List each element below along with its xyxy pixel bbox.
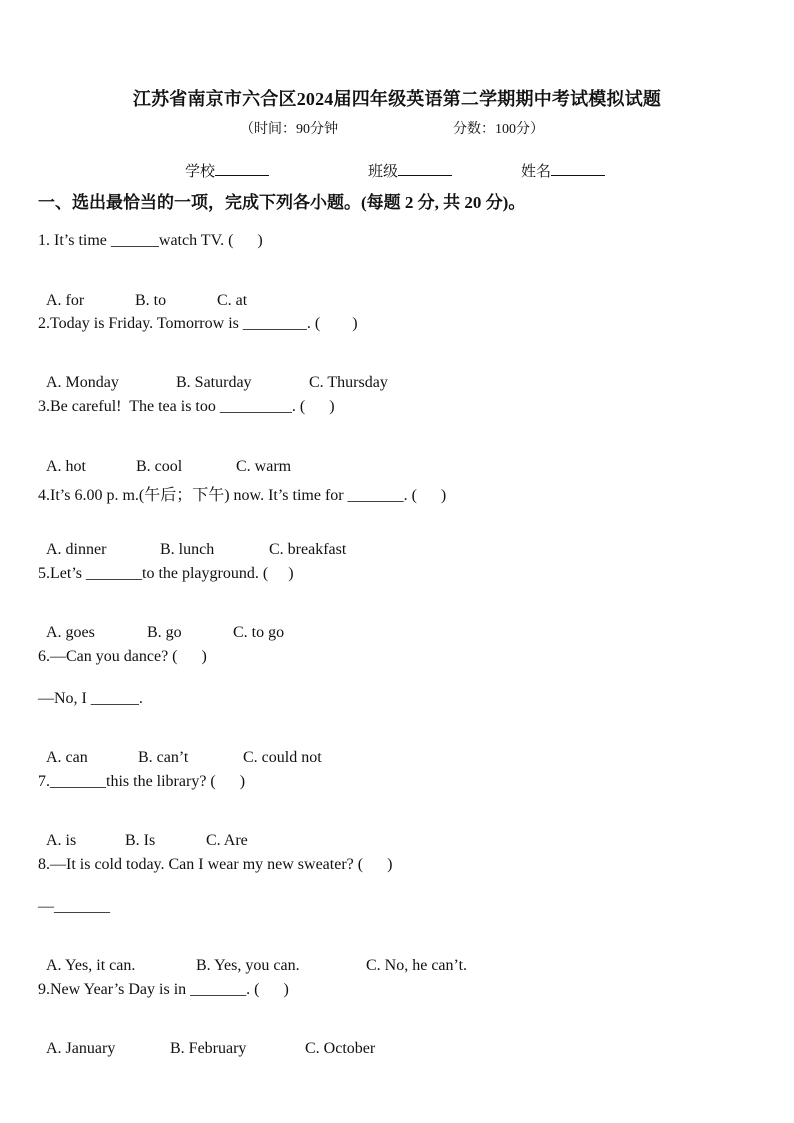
exam-time: （时间：90分钟	[240, 122, 338, 137]
question-5-stem: 5.Let’s _______to the playground. ( )	[38, 565, 294, 582]
q6-option-a[interactable]: A. can	[46, 749, 88, 766]
section-title: 一、选出最恰当的一项，完成下列各小题。(每题 2 分, 共 20 分)。	[38, 193, 526, 212]
q3-option-c[interactable]: C. warm	[236, 458, 292, 475]
class-field	[368, 160, 452, 181]
q7-option-a[interactable]: A. is	[46, 832, 77, 849]
question-3-options	[38, 440, 291, 476]
name-field	[521, 160, 605, 181]
question-9-stem: 9.New Year’s Day is in _______. ( )	[38, 981, 289, 998]
question-1-stem: 1. It’s time ______watch TV. ( )	[38, 232, 263, 249]
question-3-stem: 3.Be careful! The tea is too _________. ( )	[38, 398, 335, 415]
question-9-options	[38, 1022, 375, 1058]
question-6-sub: —No, I ______.	[38, 690, 143, 707]
q3-option-b[interactable]: B. cool	[136, 458, 183, 475]
q6-option-c[interactable]: C. could not	[243, 749, 322, 766]
question-7-options	[38, 814, 248, 850]
class-blank[interactable]	[398, 161, 452, 176]
q9-option-b[interactable]: B. February	[170, 1040, 247, 1057]
exam-title: 江苏省南京市六合区2024届四年级英语第二学期期中考试模拟试题	[132, 89, 662, 109]
q8-option-a[interactable]: A. Yes, it can.	[46, 957, 136, 974]
q1-option-c[interactable]: C. at	[217, 292, 248, 309]
q5-option-a[interactable]: A. goes	[46, 624, 95, 641]
question-7-stem: 7._______this the library? ( )	[38, 773, 246, 790]
exam-score: 分数：100分）	[453, 122, 544, 137]
q9-option-c[interactable]: C. October	[305, 1040, 376, 1057]
name-blank[interactable]	[551, 161, 605, 176]
q1-option-a[interactable]: A. for	[46, 292, 85, 309]
question-6-options	[38, 731, 322, 767]
school-blank[interactable]	[215, 161, 269, 176]
question-6-stem: 6.—Can you dance? ( )	[38, 648, 207, 665]
q2-option-c[interactable]: C. Thursday	[309, 374, 388, 391]
question-1-options	[38, 274, 247, 310]
question-8-stem: 8.—It is cold today. Can I wear my new sweater? ( )	[38, 856, 393, 873]
q4-option-b[interactable]: B. lunch	[160, 541, 215, 558]
q8-option-c[interactable]: C. No, he can’t.	[366, 957, 468, 974]
q5-option-c[interactable]: C. to go	[233, 624, 285, 641]
question-4-options	[38, 523, 346, 559]
q7-option-c[interactable]: C. Are	[206, 832, 248, 849]
school-field	[185, 160, 269, 181]
school-label: 学校	[185, 164, 216, 180]
q4-option-c[interactable]: C. breakfast	[269, 541, 347, 558]
q5-option-b[interactable]: B. go	[147, 624, 182, 641]
q2-option-a[interactable]: A. Monday	[46, 374, 119, 391]
class-label: 班级	[368, 164, 399, 180]
q9-option-a[interactable]: A. January	[46, 1040, 116, 1057]
question-8-sub: —_______	[38, 898, 110, 915]
question-4-stem: 4.It’s 6.00 p. m.(午后；下午) now. It’s time for _______. ( )	[38, 487, 447, 504]
q1-option-b[interactable]: B. to	[135, 292, 167, 309]
q6-option-b[interactable]: B. can’t	[138, 749, 189, 766]
question-2-stem: 2.Today is Friday. Tomorrow is ________. ( )	[38, 315, 358, 332]
name-label: 姓名	[521, 164, 552, 180]
q8-option-b[interactable]: B. Yes, you can.	[196, 957, 300, 974]
question-2-options	[38, 356, 388, 392]
q4-option-a[interactable]: A. dinner	[46, 541, 107, 558]
q2-option-b[interactable]: B. Saturday	[176, 374, 252, 391]
question-5-options	[38, 606, 284, 642]
q7-option-b[interactable]: B. Is	[125, 832, 156, 849]
question-8-options	[38, 939, 467, 975]
q3-option-a[interactable]: A. hot	[46, 458, 86, 475]
